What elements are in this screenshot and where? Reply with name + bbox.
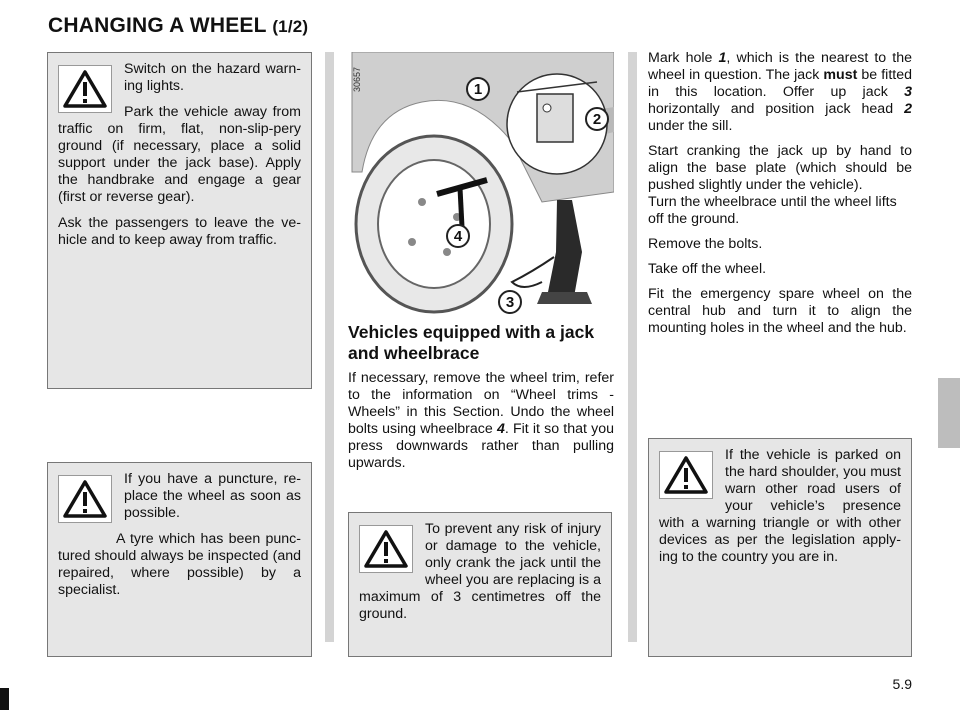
ref-wheelbrace: 4 [496, 421, 505, 437]
warning-triangle-icon [58, 65, 112, 113]
ref-hole-1: 1 [718, 50, 727, 66]
right-p1-must: must [823, 67, 858, 83]
callout-2: 2 [585, 107, 609, 131]
middle-text-a: If necessary, remove the wheel trim, refer to the information on “Wheel trims - Wheels” in this Section. Undo the wheel bolts using wheelbrace [348, 370, 614, 437]
warning-shoulder-text: If the vehicle is parked on the hard shoulder, you must warn other road users of your vehicle’s presence with a warning triangle or with other devices as per the legislation apply-ing to the country you are in. [659, 447, 901, 565]
warning-triangle-icon [58, 475, 112, 523]
wheel-jack-illustration [342, 52, 614, 314]
column-divider-right [628, 52, 637, 642]
right-p1-c: be fitted in this location. Offer up jack [648, 67, 912, 100]
warning-hazard-p1: Switch on the hazard warn-ing lights. [124, 61, 301, 94]
right-p1-a: Mark hole [648, 50, 713, 66]
section-tab [938, 378, 960, 448]
right-paragraph-1 [648, 50, 912, 135]
warning-box-hard-shoulder [648, 438, 912, 657]
right-paragraph-5: Fit the emergency spare wheel on the central hub and turn it to align the mounting holes in the wheel and the hub. [648, 286, 912, 336]
warning-triangle-icon [659, 451, 713, 499]
right-paragraph-4: Take off the wheel. [648, 261, 767, 277]
middle-text-b: . Fit it so that you press downwards rather than pulling upwards. [348, 421, 614, 471]
callout-1: 1 [466, 77, 490, 101]
right-p2: Start cranking the jack up by hand to align the base plate (which should be pushed slightly under the vehicle). [648, 143, 912, 193]
middle-text [348, 370, 614, 480]
warning-puncture-p1: If you have a puncture, re-place the wheel as soon as possible. [124, 471, 301, 521]
right-paragraph-2b: Turn the wheelbrace until the wheel lifts off the ground. [648, 194, 897, 227]
right-p1-e: under the sill. [648, 118, 733, 134]
right-paragraph-3: Remove the bolts. [648, 236, 763, 252]
figure-code: 30657 [352, 66, 362, 92]
callout-4: 4 [446, 224, 470, 248]
right-p1-b: , which is the nearest to the wheel in question. The jack [648, 50, 912, 83]
warning-puncture-p2: A tyre which has been punc-tured should always be inspected (and repaired, where possible) by a specialist. [58, 531, 301, 598]
ref-jack-3: 3 [904, 84, 912, 100]
warning-hazard-p3: Ask the passengers to leave the ve-hicle and to keep away from traffic. [58, 215, 301, 248]
right-paragraph-2 [648, 143, 912, 194]
page-title-suffix: (1/2) [272, 17, 309, 36]
section-heading-jack: Vehicles equipped with a jack and wheelbrace [348, 322, 595, 363]
warning-jack-text: To prevent any risk of injury or damage to the vehicle, only crank the jack until the wheel you are replacing is a maximum of 3 centimetres off the ground. [359, 521, 601, 622]
warning-box-jack-height [348, 512, 612, 657]
column-divider-left [325, 52, 334, 642]
callout-3: 3 [498, 290, 522, 314]
ref-jack-head-2: 2 [904, 101, 912, 117]
page-title-text: CHANGING A WHEEL [48, 14, 267, 37]
warning-hazard-p2: Park the vehicle away from traffic on firm, flat, non-slip-pery ground (if necessary, place a solid support under the jack base). Apply the handbrake and engage a gear (first or reverse gear). [58, 104, 301, 205]
page-title [48, 14, 308, 38]
corner-mark [0, 688, 9, 710]
warning-triangle-icon [359, 525, 413, 573]
warning-box-hazard [47, 52, 312, 389]
right-p1-d: horizontally and position jack head [648, 101, 894, 117]
middle-paragraph [348, 370, 614, 472]
right-text [648, 50, 912, 345]
warning-box-puncture [47, 462, 312, 657]
page-number: 5.9 [892, 676, 912, 692]
